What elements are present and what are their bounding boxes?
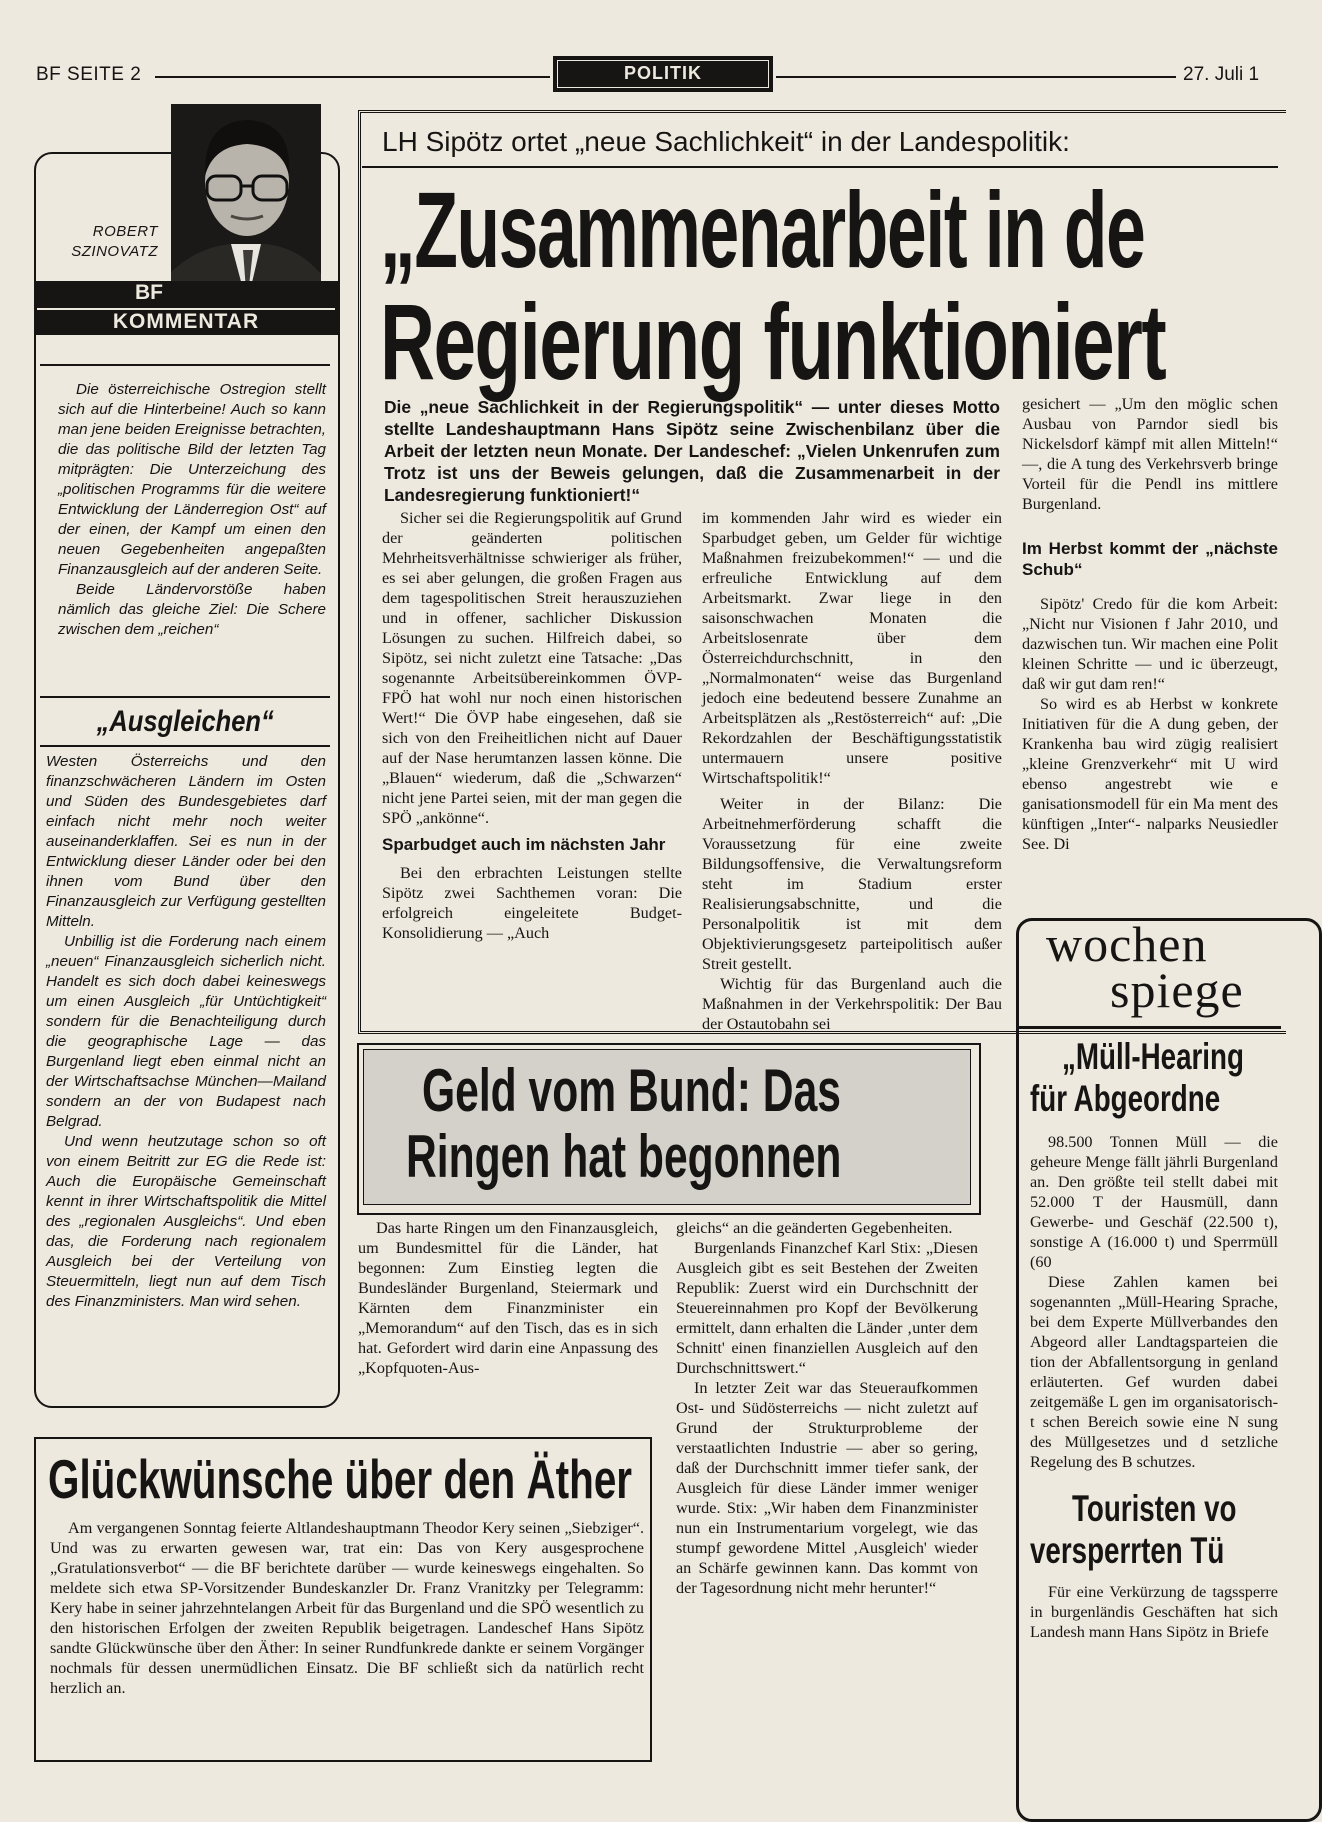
right-paragraph: gesichert — „Um den möglic schen Ausbau von Parndor siedl bis Nickelsdorf kämpf mit allen Mitteln!“ —, die A tung des Verkehrsverb bringe Vorteil für die Pendl ins mittlere Burgenland.	[1022, 395, 1278, 513]
kommentar-headline	[40, 704, 330, 740]
header-rule-left	[155, 76, 550, 78]
muell-paragraph: Diese Zahlen kamen bei sogenannten „Müll-Hearing Sprache, bei dem Experte Müllverbandes den Abgeord aller Landtagsparteien die tion der Abfallentsorgung in genland erläuterten. Gef wurden dabei zeitgemäße L gen im organisatorisch-t schen Bereich sowie eine N sung des Müllgesetzes und d setzliche Regelung des B schutzes.	[1030, 1273, 1278, 1471]
kommentar-badge	[34, 281, 338, 335]
kommentar-headline-text: „Ausgleichen“	[96, 705, 274, 738]
badge-kommentar: KOMMENTAR	[112, 310, 260, 333]
kommentar-rule-top	[40, 364, 330, 366]
issue-date: 27. Juli 1	[1183, 64, 1260, 85]
kommentar-text-1	[58, 380, 326, 692]
section-label: POLITIK	[624, 63, 702, 83]
kommentar-paragraph: Und wenn heutzutage schon so oft von einem Beitritt zur EG die Rede ist: Auch die Europäische Gemeinschaft kennt in ihrer Wirtschaftspolitik die Mittel des „regionalen Ausgleichs“. Und eben das, die Forderung nach regionalem Ausgleich bei der Verteilung von Steuermitteln, liegt nun auf dem Tisch des Finanzministers. Man wird sehen.	[46, 1133, 326, 1310]
kommentar-paragraph: Die österreichische Ostregion stellt sich auf die Hinterbeine! Auch so kann man jene beiden Ereignisse betrachten, die das politische Bild der letzten Tag mitprägten: Die Unterzeichung des „politischen Programms für die weitere Entwicklung der Länderregion Ost“ auf der einen, der Kampf um einen den neuen Gegebenheiten angepaßten Finanzausgleich auf der anderen Seite.	[58, 381, 326, 578]
page-label: BF SEITE 2	[36, 64, 142, 85]
lead-headline-line-2: Regierung funktioniert	[380, 281, 1166, 402]
right-column-continuation	[1022, 394, 1278, 910]
lead-kicker-rule	[362, 166, 1278, 168]
lead-headline-clip	[362, 169, 1272, 402]
geld-headline-line-2: Ringen hat begonnen	[406, 1123, 842, 1190]
muell-headline-1: „Müll-Hearing	[1062, 1036, 1244, 1077]
lead-headline-line-1: „Zusammenarbeit in de	[380, 169, 1145, 290]
geld-column-1	[358, 1218, 658, 1418]
header-rule-right	[776, 76, 1176, 78]
aether-headline: Glückwünsche über den Äther	[48, 1448, 633, 1510]
wochenspiegel-logo-rule	[1019, 1026, 1281, 1029]
wochenspiegel-logo-line-1: wochen	[1046, 916, 1208, 972]
geld-column-2	[676, 1218, 978, 1786]
lead-paragraph: im kommenden Jahr wird es wieder ein Sparbudget geben, um Gelder für wichtige Maßnahmen freizubekommen!“ — und die erfreuliche Entwicklung auf dem Arbeitsmarkt. Zwar liege in den saisonschwachen Monaten die Arbeitslosenrate über dem Österreichdurchschnitt, in den „Normalmonaten“ weise das Burgenland jedoch eine bedeutend bessere Zunahme an Arbeitsplätzen als „Restösterreich“ auf: „Die Rekordzahlen der Beschäftigungsstatistik untermauern unsere positive Wirtschaftspolitik!“	[702, 509, 1002, 787]
wochenspiegel-logo-line-2: spiege	[1110, 962, 1244, 1018]
lead-paragraph: Bei den erbrachten Leistungen stellte Sipötz zwei Sachthemen voran: Die erfolgreich eingeleitete Budget-Konsolidierung — „Auch	[382, 864, 682, 942]
wochenspiegel-content	[1030, 1036, 1278, 1791]
geld-paragraph: gleichs“ an die geänderten Gegebenheiten.	[676, 1219, 953, 1237]
kommentar-rule-low	[40, 745, 330, 747]
right-paragraph: Sipötz' Credo für die kom Arbeit: „Nicht nur Visionen f Jahr 2010, und dazwischen tun. Wir machen eine Polit kleinen Schritte — und ic überzeugt, daß wir gut dam ren!“	[1022, 595, 1278, 693]
lead-subhead: Sparbudget auch im nächsten Jahr	[382, 835, 666, 854]
right-paragraph: So wird es ab Herbst w konkrete Initiativen für die A dung geben, der Krankenha bau wird zügig realisiert „kleine Grenzverkehr“ mit U wird ebenso angestrebt wie e ganisationsmodell für ein Ma ment des künftigen „Inter“- nalparks Neusiedler See. Di	[1022, 695, 1278, 853]
touristen-headline-2: versperrten Tü	[1030, 1530, 1225, 1571]
lead-kicker: LH Sipötz ortet „neue Sachlichkeit“ in der Landespolitik:	[382, 126, 1070, 157]
muell-headline-2: für Abgeordne	[1030, 1078, 1221, 1119]
aether-body	[50, 1518, 644, 1756]
author-last-name: SZINOVATZ	[71, 243, 158, 260]
author-first-name: ROBERT	[92, 223, 158, 240]
kommentar-rule-mid	[40, 696, 330, 698]
geld-headline-line-1: Geld vom Bund: Das	[422, 1057, 841, 1124]
lead-intro: Die „neue Sachlichkeit in der Regierungspolitik“ — unter dieses Motto stellte Landeshauptmann Hans Sipötz seine Zwischenbilanz über die Arbeit der letzten neun Monate. Der Landeschef: „Vielen Unkenrufen zum Trotz ist uns der Beweis gelungen, daß die Zusammenarbeit in der Landesregierung funktioniert!“	[384, 397, 1000, 505]
lead-column-2	[702, 508, 1002, 1033]
author-portrait	[171, 104, 321, 304]
geld-paragraph: Das harte Ringen um den Finanzausgleich, um Bundesmittel für die Länder, hat begonnen: Zum Einstieg legten die Bundesländer Burgenland, Steiermark und Kärnten dem Finanzminister ein „Memorandum“ auf den Tisch, das es in sich hat. Gefordert wird darin eine Anpassung des „Kopfquoten-Aus-	[358, 1219, 658, 1377]
touristen-headline-1: Touristen vo	[1072, 1488, 1237, 1529]
kommentar-paragraph: Westen Österreichs und den finanzschwächeren Ländern im Osten und Süden des Bundesgebietes darf einfach nicht mehr noch weiter auseinanderklaffen. Sei es nun in der Entwicklung dieser Länder oder bei den ihnen vom Bund über den Finanzausgleich zur Verfügung gestellten Mitteln.	[46, 753, 326, 930]
geld-paragraph: In letzter Zeit war das Steueraufkommen Ost- und Südösterreichs — nicht zuletzt auf Grund der Strukturprobleme der verstaatlichten Industrie — aber so gering, daß der Durchschnitt immer tiefer sank, der Ausgleich für diese Länder immer weniger wurde. Stix: „Wir haben dem Finanzminister nun ein Instrumentarium vorgelegt, wie das stumpf gewordene Mittel ‚Ausgleich' wieder an Schärfe gewinnen kann. Das kommt von der Tagesordnung nicht mehr herunter!“	[676, 1379, 978, 1597]
badge-bf: BF	[135, 281, 163, 304]
lead-paragraph: Sicher sei die Regierungspolitik auf Grund der geänderten politischen Mehrheitsverhältnisse schwieriger als früher, es sei aber gelungen, die großen Fragen aus dem tagespolitischen Streit herauszuziehen und in offener, sachlicher Diskussion Lösungen zu suchen. Hilfreich dabei, so Sipötz, sei nicht zuletzt eine Tatsache: „Das sogenannte Arbeitsübereinkommen ÖVP-FPÖ hat wohl nur noch einen historischen Wert!“ Die ÖVP habe eingesehen, daß sie sich von den Freiheitlichen nicht auf Dauer auf der Nase herumtanzen lassen könne. Die „Blauen“ wiederum, daß die „Schwarzen“ nicht jene Partei seien, mit der man gegen die SPÖ „ankönne“.	[382, 509, 682, 827]
lead-paragraph: Weiter in der Bilanz: Die Arbeitnehmerförderung schafft die Voraussetzung für eine zweite Bildungsoffensive, die Verwaltungsreform steht im Stadium erster Realisierungsabschnitte, und die Personalpolitik ist mit dem Objektivierungsgesetz parteipolitisch außer Streit gestellt.	[702, 795, 1002, 973]
kommentar-text-2	[46, 752, 326, 1394]
aether-headline-clip	[42, 1446, 647, 1514]
touristen-paragraph: Für eine Verkürzung de tagssperre in burgenländis Geschäften hat sich Landesh mann Hans Sipötz in Briefe	[1030, 1583, 1278, 1641]
section-badge	[553, 56, 773, 92]
lead-column-1	[382, 508, 682, 1012]
muell-paragraph: 98.500 Tonnen Müll — die geheure Menge fällt jährli Burgenland an. Den größte teil stellt dabei mit 52.000 T der Hausmüll, dann Gewerbe- und Geschäf (22.500 t), sonstige A (16.000 t) und Sperrmüll (60	[1030, 1133, 1278, 1271]
right-subhead: Im Herbst kommt der „nächste Schub“	[1022, 539, 1278, 579]
geld-paragraph: Burgenlands Finanzchef Karl Stix: „Diesen Ausgleich gibt es seit Bestehen der Zweiten Republik: Zuerst wird ein Durchschnitt der Steuereinnahmen pro Kopf der Bevölkerung ermittelt, dann erhalten die Länder ‚unter dem Schnitt' einen finanziellen Ausgleich auf den Durchschnittswert.“	[676, 1239, 978, 1377]
geld-headline-clip	[366, 1052, 968, 1202]
lead-paragraph: Wichtig für das Burgenland auch die Maßnahmen in der Verkehrspolitik: Der Bau der Ostautobahn sei	[702, 975, 1002, 1033]
kommentar-paragraph: Beide Ländervorstöße haben nämlich das gleiche Ziel: Die Schere zwischen dem „reichen“	[58, 581, 326, 638]
aether-paragraph: Am vergangenen Sonntag feierte Altlandeshauptmann Theodor Kery seinen „Siebziger“. Und was zu erwarten gewesen war, trat ein: Das von Kery ausgesprochene „Gratulationsverbot“ — die BF berichtete darüber — wurde keineswegs eingehalten. So meldete sich etwa SP-Vorsitzender Bundeskanzler Dr. Franz Vranitzky per Telegramm: Kery habe in seiner jahrzehntelangen Arbeit für das Burgenland und die SPÖ wesentlich zu den historischen Erfolgen der zweiten Republik beigetragen. Landeschef Hans Sipötz sandte Glückwünsche über den Äther: In seiner Rundfunkrede dankte er seinem Vorgänger nochmals für dessen unermüdlichen Einsatz. Die BF schließt sich da natürlich recht herzlich an.	[50, 1519, 644, 1697]
kommentar-paragraph: Unbillig ist die Forderung nach einem „neuen“ Finanzausgleich sicherlich nicht. Handelt es sich doch dabei keineswegs um einen Ausgleich „für Untüchtigkeit“ sondern für die Benachteiligung durch die geographische Lage — das Burgenland liegt eben einmal nicht an der Wirtschaftsachse München—Mailand sondern an der von Budapest nach Belgrad.	[46, 933, 326, 1130]
